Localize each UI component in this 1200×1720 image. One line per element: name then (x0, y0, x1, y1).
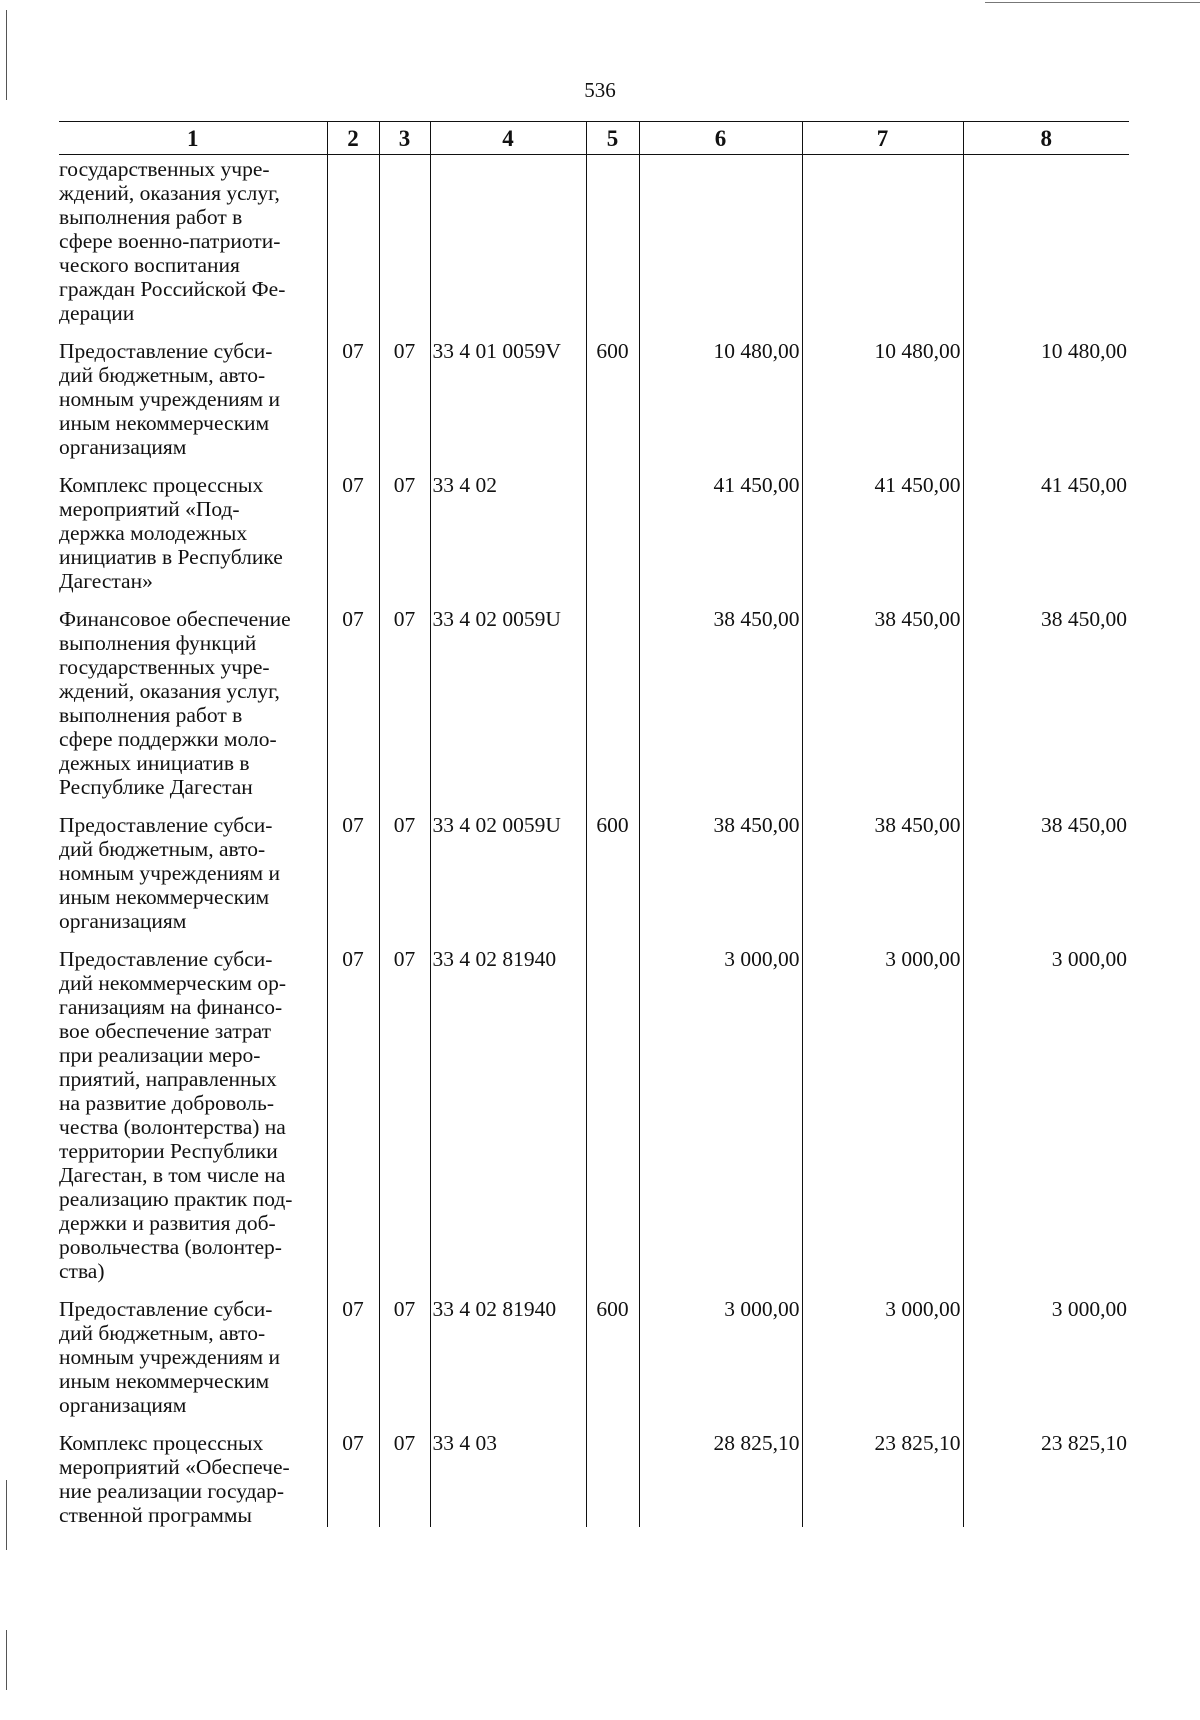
table-row (59, 947, 1129, 1283)
row-section: 07 (327, 813, 379, 933)
row-year3: 38 450,00 (963, 813, 1129, 933)
row-year1: 41 450,00 (639, 473, 802, 593)
table-row (59, 607, 1129, 799)
table-header-row (59, 122, 1129, 155)
row-year2: 3 000,00 (802, 1297, 963, 1417)
table-row (59, 813, 1129, 933)
row-year3: 38 450,00 (963, 607, 1129, 799)
row-year3: 3 000,00 (963, 1297, 1129, 1417)
row-section: 07 (327, 1297, 379, 1417)
row-year2: 3 000,00 (802, 947, 963, 1283)
row-year2: 38 450,00 (802, 813, 963, 933)
row-year3: 3 000,00 (963, 947, 1129, 1283)
row-year1 (639, 155, 802, 326)
row-spacer (59, 459, 1129, 473)
row-name: Комплекс процессных мероприятий «Обеспече- ние реализации государ- ственной программы (59, 1431, 290, 1527)
page-number: 536 (584, 78, 616, 102)
row-expense-type (586, 473, 639, 593)
row-year2: 10 480,00 (802, 339, 963, 459)
row-subsection: 07 (379, 607, 430, 799)
row-section: 07 (327, 947, 379, 1283)
row-year1: 3 000,00 (639, 1297, 802, 1417)
row-year3: 10 480,00 (963, 339, 1129, 459)
row-expense-type: 600 (586, 339, 639, 459)
row-target: 33 4 03 (430, 1431, 586, 1527)
row-target: 33 4 02 0059U (430, 813, 586, 933)
scan-edge-left (6, 1630, 7, 1690)
row-subsection: 07 (379, 947, 430, 1283)
table-row (59, 473, 1129, 593)
col-header-5: 5 (586, 122, 639, 155)
row-target: 33 4 02 0059U (430, 607, 586, 799)
table-row (59, 1297, 1129, 1417)
col-header-6: 6 (639, 122, 802, 155)
row-year1: 38 450,00 (639, 813, 802, 933)
row-spacer (59, 1417, 1129, 1431)
row-spacer (59, 1283, 1129, 1297)
row-subsection: 07 (379, 813, 430, 933)
row-year2: 41 450,00 (802, 473, 963, 593)
row-section: 07 (327, 607, 379, 799)
col-header-1: 1 (59, 122, 327, 155)
row-year3 (963, 155, 1129, 326)
scan-edge-top (985, 2, 1200, 3)
row-year2: 23 825,10 (802, 1431, 963, 1527)
row-target (430, 155, 586, 326)
row-year1: 28 825,10 (639, 1431, 802, 1527)
row-subsection: 07 (379, 1431, 430, 1527)
col-header-7: 7 (802, 122, 963, 155)
row-year1: 3 000,00 (639, 947, 802, 1283)
row-year1: 10 480,00 (639, 339, 802, 459)
budget-table (59, 121, 1129, 1527)
row-expense-type (586, 607, 639, 799)
table-row (59, 339, 1129, 459)
row-spacer (59, 799, 1129, 813)
col-header-2: 2 (327, 122, 379, 155)
row-spacer (59, 933, 1129, 947)
row-section: 07 (327, 473, 379, 593)
row-name: Финансовое обеспечение выполнения функций государственных учре- ждений, оказания услуг, выполнения работ в сфере поддержки моло- дежных инициатив в Республике Дагестан (59, 607, 291, 799)
row-subsection: 07 (379, 1297, 430, 1417)
row-expense-type (586, 1431, 639, 1527)
scan-edge-left (6, 1480, 7, 1550)
row-name: Предоставление субси- дий бюджетным, авто- номным учреждениям и иным некоммерческим организациям (59, 339, 280, 459)
row-section: 07 (327, 1431, 379, 1527)
row-name: государственных учре- ждений, оказания услуг, выполнения работ в сфере военно-патриоти- ческого воспитания граждан Российской Фе- дерации (59, 157, 286, 325)
row-subsection: 07 (379, 339, 430, 459)
row-name: Предоставление субси- дий бюджетным, авто- номным учреждениям и иным некоммерческим организациям (59, 813, 280, 933)
row-target: 33 4 02 81940 (430, 947, 586, 1283)
row-expense-type (586, 947, 639, 1283)
row-target: 33 4 02 81940 (430, 1297, 586, 1417)
row-section (327, 155, 379, 326)
row-target: 33 4 01 0059V (430, 339, 586, 459)
row-target: 33 4 02 (430, 473, 586, 593)
row-section: 07 (327, 339, 379, 459)
row-year2: 38 450,00 (802, 607, 963, 799)
row-expense-type: 600 (586, 1297, 639, 1417)
table-row (59, 155, 1129, 326)
row-expense-type: 600 (586, 813, 639, 933)
row-name: Предоставление субси- дий некоммерческим ор- ганизациям на финансо- вое обеспечение затрат при реализации меро- приятий, направленных на развитие доброволь- чества (волонтерства) на территории Республики Дагестан, в том числе на реализацию практик под- держки и развития доб- ровольчества (волонтер- ства) (59, 947, 293, 1283)
row-year3: 23 825,10 (963, 1431, 1129, 1527)
col-header-3: 3 (379, 122, 430, 155)
row-year3: 41 450,00 (963, 473, 1129, 593)
row-subsection: 07 (379, 473, 430, 593)
row-year2 (802, 155, 963, 326)
table-row (59, 1431, 1129, 1527)
row-expense-type (586, 155, 639, 326)
col-header-4: 4 (430, 122, 586, 155)
row-subsection (379, 155, 430, 326)
row-spacer (59, 593, 1129, 607)
row-name: Предоставление субси- дий бюджетным, авто- номным учреждениям и иным некоммерческим организациям (59, 1297, 280, 1417)
row-year1: 38 450,00 (639, 607, 802, 799)
col-header-8: 8 (963, 122, 1129, 155)
row-name: Комплекс процессных мероприятий «Под- держка молодежных инициатив в Республике Дагестан» (59, 473, 283, 593)
row-spacer (59, 325, 1129, 339)
